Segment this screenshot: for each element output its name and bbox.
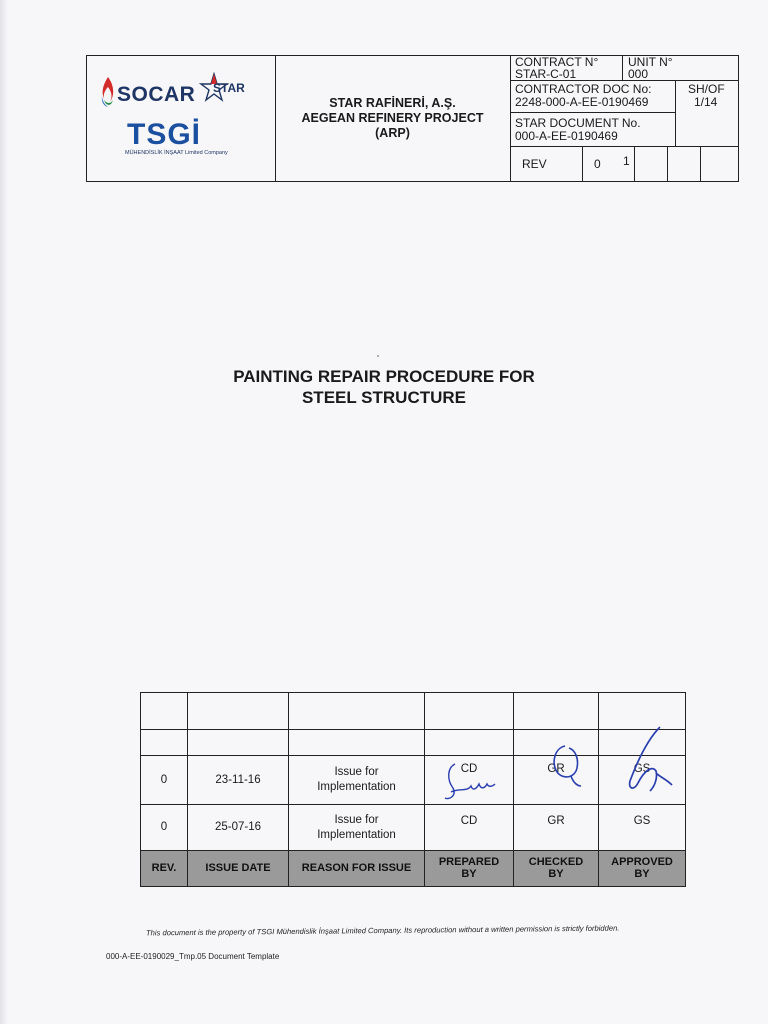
column-divider [598, 693, 599, 886]
star-logo-text: STAR [213, 81, 245, 95]
project-title-line-2: AEGEAN REFINERY PROJECT [301, 111, 484, 125]
contractor-doc-value: 2248-000-A-EE-0190469 [515, 95, 649, 109]
contract-label: CONTRACT N° [515, 55, 599, 69]
row-3-reason: Issue for Implementation [317, 813, 396, 841]
rev-value-1: 1 [623, 154, 630, 168]
row-2-approved: GS [633, 762, 651, 775]
row-3-approved: GS [633, 814, 651, 827]
scan-speck [377, 355, 379, 357]
project-title-cell [275, 56, 511, 181]
page-edge-shadow [0, 0, 8, 1024]
property-notice: This document is the property of TSGI Mühendislik İnşaat Limited Company. Its reproduction without a written permission is strictly forbidden. [145, 923, 620, 938]
row-2-reason: Issue for Implementation [317, 766, 396, 793]
column-divider [424, 693, 425, 886]
tsgi-logo-subtitle: MÜHENDİSLİK İNŞAAT Limited Company [125, 150, 228, 156]
prepared-signature [437, 758, 507, 804]
sheet-label: SH/OF [688, 82, 725, 96]
tsgi-logo-text: TSGİ [127, 118, 202, 151]
row-3-date: 25-07-16 [214, 821, 262, 833]
document-info-cell [510, 56, 738, 181]
header-prepared-by: PREPARED BY [438, 856, 500, 880]
rev-label: REV [522, 157, 547, 171]
logo-cell [87, 56, 276, 181]
header-approved-by: APPROVED BY [611, 856, 673, 880]
socar-flame-logo [99, 76, 117, 108]
revision-table-header-row [141, 850, 685, 886]
row-divider [141, 729, 685, 730]
project-title-line-3: (ARP) [375, 126, 410, 140]
unit-label: UNIT N° [628, 55, 673, 69]
header-reason: REASON FOR ISSUE [301, 862, 412, 874]
sheet-value: 1/14 [694, 95, 718, 109]
approved-signature [616, 721, 678, 805]
divider [582, 146, 583, 181]
row-2-date: 23-11-16 [215, 773, 261, 786]
rev-value-0: 0 [594, 157, 601, 171]
divider [675, 80, 676, 146]
unit-value: 000 [628, 67, 649, 81]
row-divider [141, 850, 685, 851]
header-checked-by: CHECKED BY [528, 856, 584, 880]
document-title-line-2: STEEL STRUCTURE [301, 388, 467, 407]
checked-signature [541, 738, 591, 804]
divider [510, 112, 675, 113]
divider [700, 146, 701, 181]
template-reference: 000-A-EE-0190029_Tmp.05 Document Template [106, 952, 280, 961]
row-3-rev: 0 [160, 821, 168, 833]
document-header [86, 55, 739, 182]
row-2-checked: GR [547, 762, 565, 775]
divider [622, 56, 623, 80]
revision-table [140, 692, 686, 887]
column-divider [513, 693, 514, 886]
header-issue-date: ISSUE DATE [205, 862, 271, 874]
row-2-prepared: CD [460, 762, 478, 775]
row-3-prepared: CD [460, 814, 478, 827]
divider [510, 146, 738, 147]
contractor-doc-label: CONTRACTOR DOC No: [515, 82, 652, 96]
project-title-line-1: STAR RAFİNERİ, A.Ş. [329, 96, 456, 110]
document-title-line-1: PAINTING REPAIR PROCEDURE FOR [233, 367, 535, 386]
star-doc-value: 000-A-EE-0190469 [515, 129, 618, 143]
star-doc-label: STAR DOCUMENT No. [515, 116, 641, 130]
row-2-rev: 0 [160, 773, 168, 786]
document-title [0, 366, 768, 408]
row-3-checked: GR [547, 814, 565, 827]
divider [634, 146, 635, 181]
socar-logo-text: SOCAR [117, 83, 196, 106]
divider [667, 146, 668, 181]
contract-value: STAR-C-01 [515, 67, 577, 81]
header-rev: REV. [151, 862, 177, 874]
